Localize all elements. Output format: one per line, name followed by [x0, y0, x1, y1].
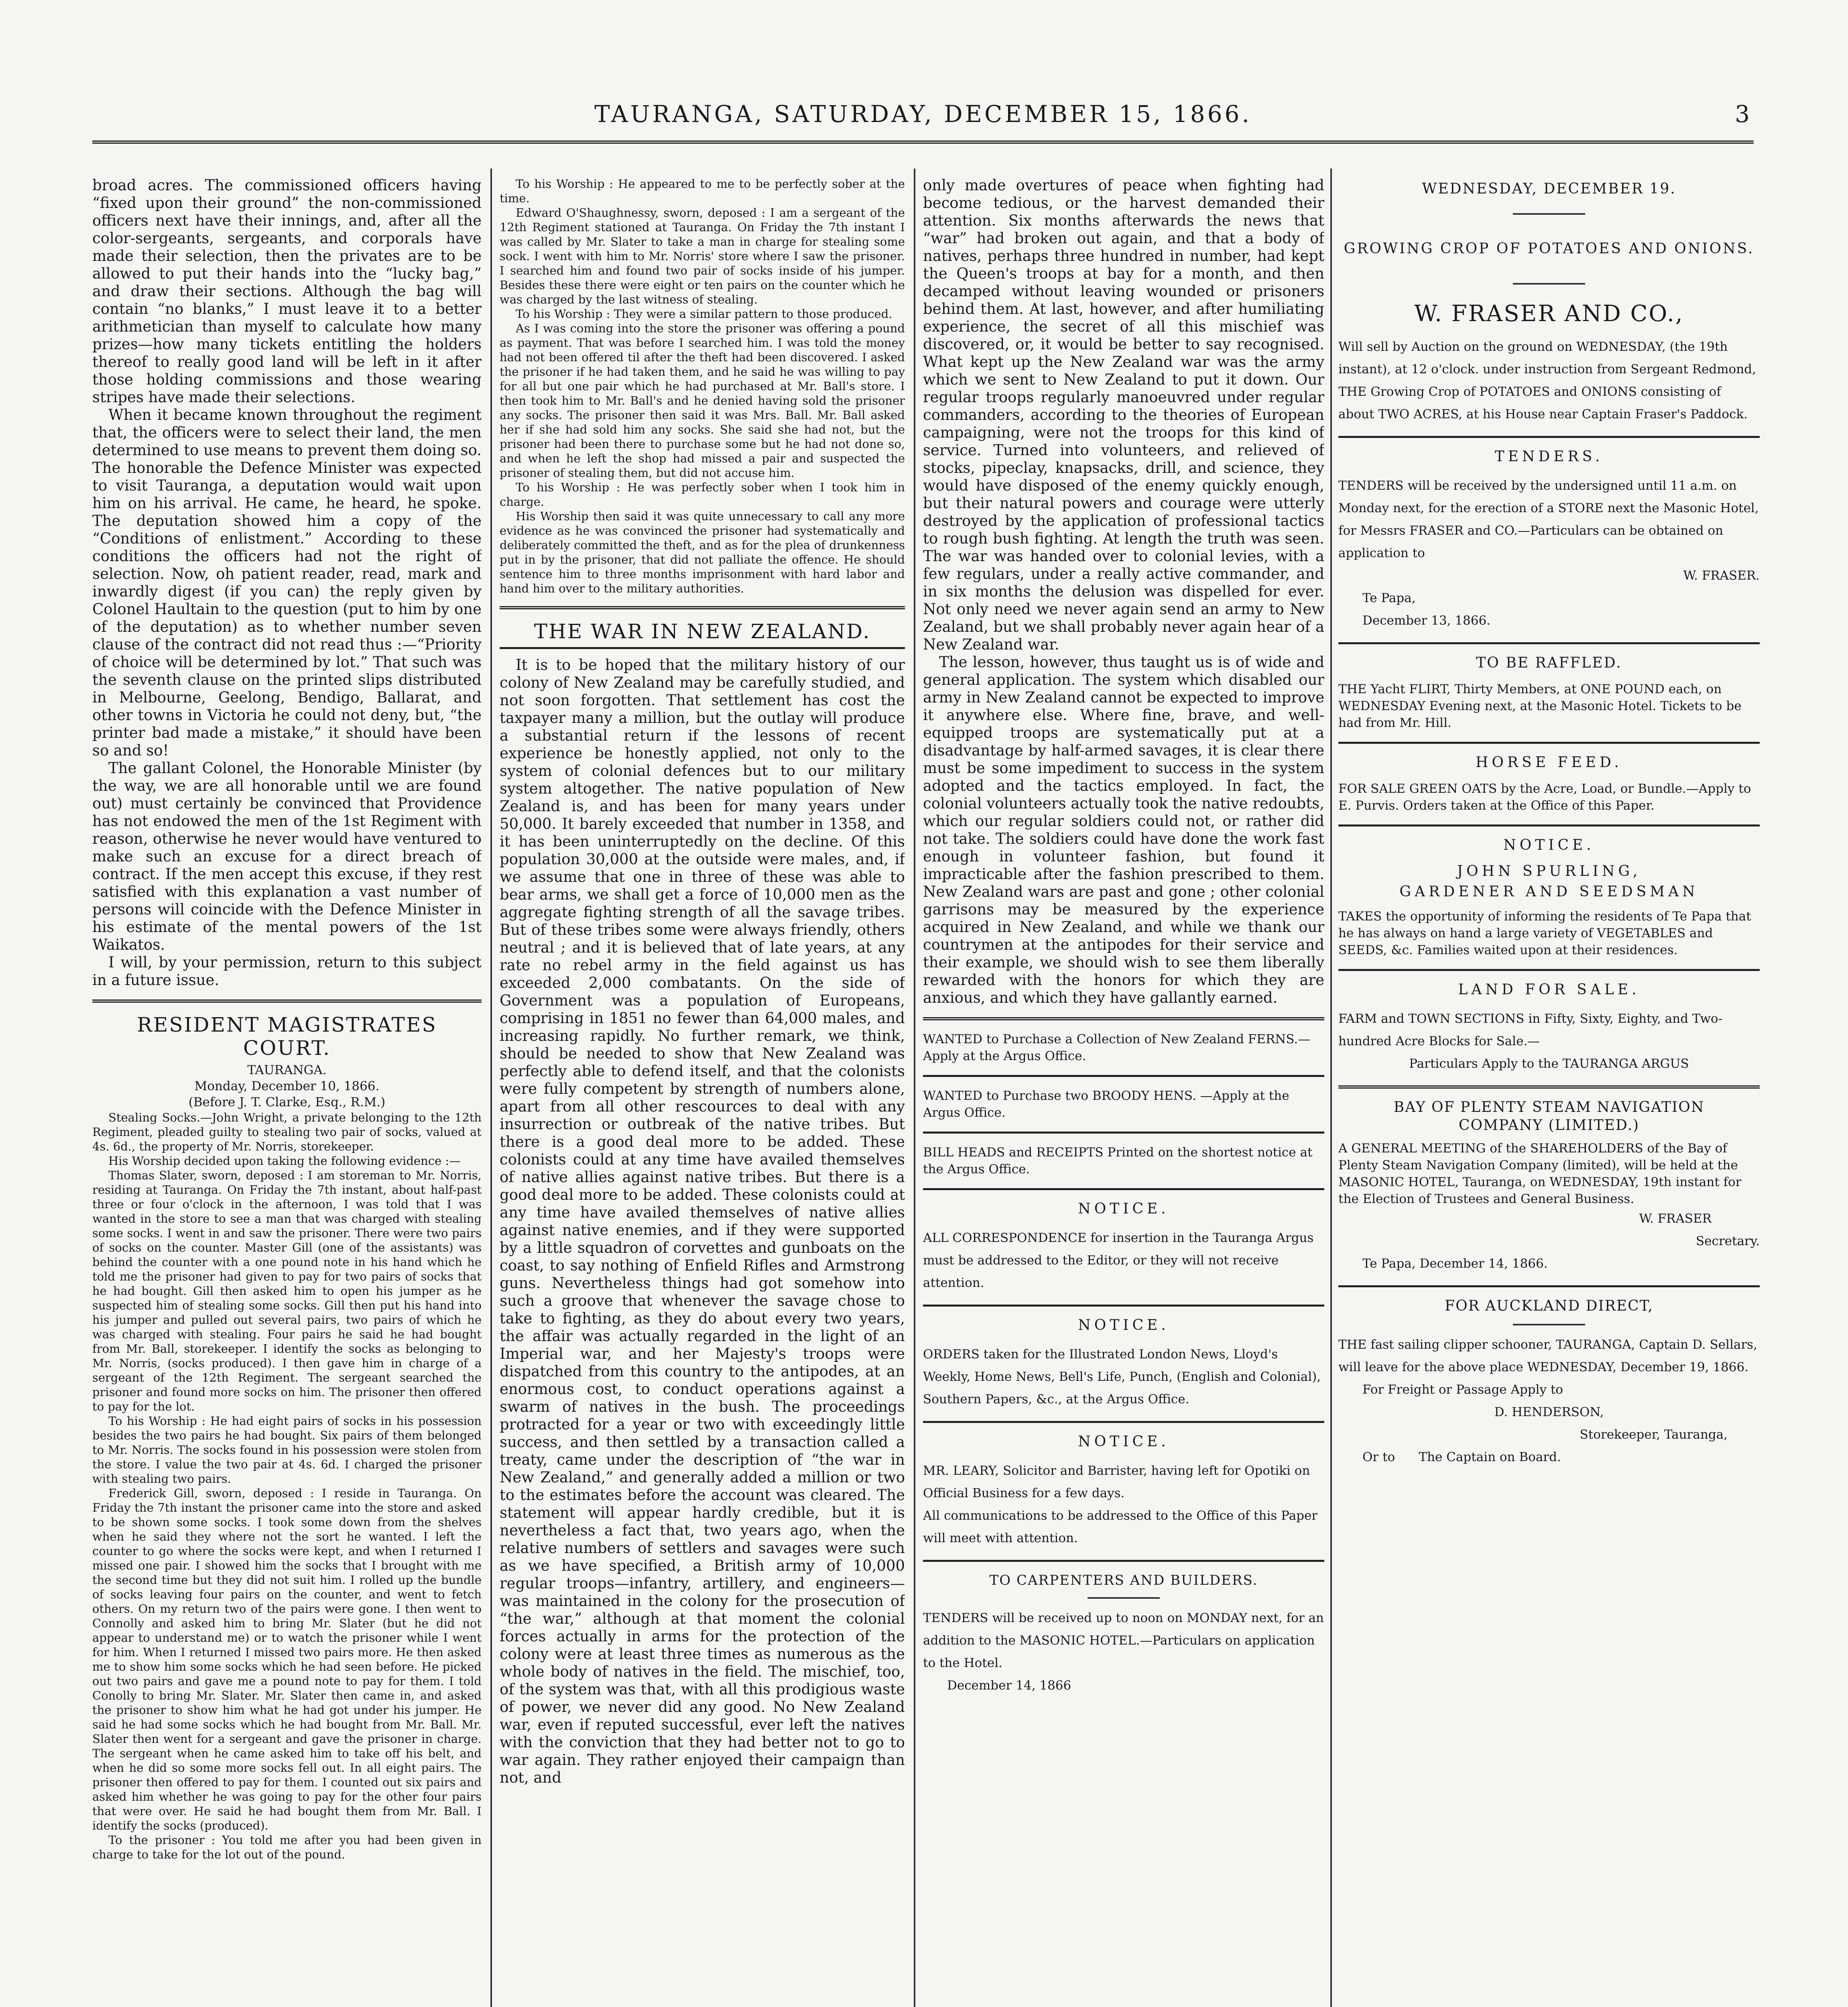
section-rule: [1338, 742, 1760, 744]
section-rule: [1338, 436, 1760, 438]
ad-heading: FOR AUCKLAND DIRECT,: [1445, 1298, 1653, 1314]
section-rule: [923, 1132, 1324, 1134]
court-date: Monday, December 10, 1866.: [194, 1079, 380, 1093]
column-1: [92, 177, 482, 2007]
ad-trade: GARDENER AND SEEDSMAN: [1399, 883, 1699, 900]
ad-spurling: [1338, 837, 1760, 959]
article-paragraph: only made overtures of peace when fighting had become tedious, or the harvest demanded their attention. Six months afterwards the news that “war” had broken out again, and that a body of natives, perhaps three hundred in number, had kept the Queen's troops at bay for a month, and then decamped without leaving wounded or prisoners behind them. At last, however, and after humiliating experience, the secret of all this mischief was discovered, or, it would be better to say recognised. What kept up the New Zealand war was the army which we sent to New Zealand to put it down. Our regular troops regularly manoeuvred under regular commanders, according to the theories of European campaigning, were not the troops for this kind of service. Turned into volunteers, and relieved of stocks, pipeclay, knapsacks, drill, and science, they would have disposed of the enemy quickly enough, but their natural powers and courage were utterly destroyed by the application of professional tactics to rough bush fighting. At length the truth was seen. The war was handed over to colonial levies, with a few regulars, under a really active commander, and in six months the delusion was dispelled for ever. Not only need we never again send an army to New Zealand, but we shall probably never again hear of a New Zealand war.: [923, 177, 1324, 653]
page-number: 3: [1735, 100, 1750, 128]
court-paragraph: To his Worship : He was perfectly sober when I took him in charge.: [500, 480, 905, 509]
court-paragraph: To his Worship : They were a similar pattern to those produced.: [516, 307, 892, 321]
war-article-heading: THE WAR IN NEW ZEALAND.: [534, 620, 871, 643]
short-rule: [1513, 283, 1585, 285]
ad-heading: GROWING CROP OF POTATOES AND ONIONS.: [1344, 240, 1754, 257]
column-divider: [490, 169, 492, 2007]
ad-heading: BAY OF PLENTY STEAM NAVIGATION: [1393, 1099, 1705, 1115]
ad-auction-fraser: [1338, 181, 1760, 425]
ad-text: Particulars Apply to the TAURANGA ARGUS: [1409, 1056, 1689, 1071]
ad-heading: COMPANY (LIMITED.): [1458, 1117, 1640, 1134]
article-paragraph: The lesson, however, thus taught us is of wide and general application. The system which disabled our army in New Zealand cannot be expected to improve it anywhere else. Where fine, brave, and well-equipped troops are systematically put at a disadvantage by half-armed savages, it is clear there must be some impediment to success in the system adopted and the tactics employed. In fact, the colonial volunteers actually took the native redoubts, which our regular soldiers could not, or rather did not take. The soldiers could have done the work fast enough in volunteer fashion, but found it impracticable after the fashion prescribed to them. New Zealand wars are past and gone ; other colonial garrisons may be measured by the experience acquired in New Zealand, and while we thank our countrymen at the antipodes for their service and their example, we should wish to see them liberally rewarded with the honors for which they are anxious, and which they have gallantly earned.: [923, 653, 1324, 1006]
ad-text: FOR SALE GREEN OATS by the Acre, Load, or Bundle.—Apply to E. Purvis. Orders taken at the Office of this Paper.: [1338, 782, 1751, 813]
ad-carpenters: [923, 1572, 1324, 1697]
article-paragraph: It is to be hoped that the military history of our colony of New Zealand may be carefully studied, and not soon forgotten. That settlement has cost the taxpayer many a million, but the outlay will produce a substantial return if the lessons of recent experience be honestly applied, not only to the system of colonial defences but to our military system altogether. The native population of New Zealand is, and has been for many years under 50,000. It barely exceeded that number in 1358, and it has been uninterruptedly on the decline. Of this population 30,000 at the outside were males, and, if we assume that one in three of these was able to bear arms, we shall get a force of 10,000 men as the aggregate fighting strength of all the savage tribes. But of these tribes some were always friendly, others neutral ; and it is believed that of late years, at any rate no rebel army in the field against us has exceeded 2,000 combatants. On the side of Government was a population of Europeans, comprising in 1851 no fewer than 64,000 males, and increasing rapidly. No further remark, we think, should be needed to show that New Zealand was perfectly able to defend itself, and that the colonists were fully competent by strength of numbers alone, apart from all other rescources to deal with any insurrection or outbreak of the native tribes. But there is a good deal more to be added. These colonists could at any time have availed themselves of native allies against native tribes. But there is a good deal more to be added. These colonists could at any time have availed themselves of native allies against native enemies, and if they were supported by a little squadron of corvettes and gunboats on the coast, to say nothing of Enfield Rifles and Armstrong guns. Nevertheless things had got somehow into such a groove that whenever the savage chose to take to fighting, as they do about every two years, the affair was actually regarded in the light of an Imperial war, and her Majesty's troops were dispatched from this country to the antipodes, at an enormous cost, to conduct operations against a swarm of natives in the bush. The proceedings protracted for a year or two with exceedingly little success, and then settled by a transaction called a treaty, came under the description of “the war in New Zealand,” and generally added a million or two to the estimates before the account was cleared. The statement will appear hardly credible, but it is nevertheless a fact that, two years ago, when the relative numbers of settlers and savages were such as we have specified, a British army of 10,000 regular troops—infantry, artillery, and engineers—was maintained in the colony for the prosecution of “the war,” although at that moment the colonial forces actually in arms for the protection of the colony were at least three times as numerous as the whole body of natives in the field. The mischief, too, of the system was that, with all this prodigious waste of power, we never did any good. No New Zealand war, even if reputed successful, ever left the natives with the conviction that they had better not to go to war again. They rather enjoyed their campaign than not, and: [500, 656, 905, 1786]
notice-heading: NOTICE.: [1078, 1317, 1169, 1333]
court-paragraph: Stealing Socks.—John Wright, a private belonging to the 12th Regiment, pleaded guilty to stealing two pair of socks, valued at 4s. 6d., the property of Mr. Norris, storekeeper.: [92, 1111, 482, 1153]
ad-text: WANTED to Purchase a Collection of New Zealand FERNS.—Apply at the Argus Office.: [923, 1032, 1311, 1063]
ad-place: Te Papa,: [1362, 591, 1416, 605]
column-3: [923, 177, 1324, 2007]
article-paragraph: broad acres. The commissioned officers having “fixed upon their ground” the non-commissioned officers next have their innings, and, after all the color-sergeants, sergeants, and corporals have made their selection, then the privates are to be allowed to put their hands into the “lucky bag,” and draw their sections. Although the bag will contain “no blanks,” I must leave it to a better arithmetician than myself to calculate how many prizes—how many tickets entitling the holders thereof to really good land will be left in it after those holding commissions and those wearing stripes have made their selections.: [92, 177, 482, 406]
court-paragraph: His Worship then said it was quite unnecessary to call any more evidence as he was convinced the prisoner had systematically and deliberately committed the theft, and as for the plea of drunkenness put in by the prisoner, that did not palliate the offence. He should sentence him to three months imprisonment with hard labor and hand him over to the military authorities.: [500, 509, 905, 595]
ad-text: Storekeeper, Tauranga,: [1580, 1427, 1728, 1442]
ad-text: THE Growing Crop of POTATOES and ONIONS consisting of about TWO ACRES, at his House near Captain Fraser's Paddock.: [1338, 385, 1748, 421]
ad-hens: [923, 1087, 1324, 1121]
court-place: TAURANGA.: [247, 1063, 327, 1077]
article-paragraph: I will, by your permission, return to this subject in a future issue.: [92, 954, 482, 989]
column-4: [1338, 177, 1760, 2007]
ad-text: FARM and TOWN SECTIONS in Fifty, Sixty, Eighty, and Two-hundred Acre Blocks for Sale.—: [1338, 1012, 1723, 1048]
ad-horse-feed: [1338, 754, 1760, 814]
ad-signature: W. FRASER.: [1683, 568, 1760, 583]
masthead: [92, 100, 1754, 149]
column-divider: [914, 169, 915, 2007]
ad-date: December 14, 1866: [947, 1678, 1071, 1693]
short-rule: [1088, 1597, 1160, 1599]
ad-text: Or to The Captain on Board.: [1362, 1450, 1561, 1464]
ad-text: For Freight or Passage Apply to: [1362, 1382, 1563, 1397]
ad-signature: W. FRASER: [1639, 1211, 1712, 1226]
section-rule: [923, 1017, 1324, 1020]
ad-text: BILL HEADS and RECEIPTS Printed on the shortest notice at the Argus Office.: [923, 1145, 1313, 1177]
section-rule: [923, 1188, 1324, 1190]
short-rule: [1513, 213, 1585, 215]
court-paragraph: His Worship decided upon taking the following evidence :—: [108, 1154, 461, 1168]
section-rule: [1338, 1085, 1760, 1089]
ad-name: JOHN SPURLING,: [1457, 863, 1641, 879]
ad-ferns: [923, 1031, 1324, 1065]
court-paragraph: To his Worship : He appeared to me to be perfectly sober at the time.: [500, 177, 905, 205]
ad-text: THE Yacht FLIRT, Thirty Members, at ONE POUND each, on WEDNESDAY Evening next, at the Masonic Hotel. Tickets to be had from Mr. Hill.: [1338, 682, 1742, 730]
section-rule: [500, 606, 905, 609]
article-paragraph: When it became known throughout the regiment that, the officers were to select their land, the men determined to use means to prevent them doing so. The honorable the Defence Minister was expected to visit Tauranga, a deputation would wait upon him on his arrival. He came, he heard, he spoke. The deputation showed him a copy of the “Conditions of enlistment.” According to these conditions the officers had not the right of selection. Now, oh patient reader, read, mark and inwardly digest (if you can) the reply given by Colonel Haultain to the question (put to him by one of the deputation) as to whether number seven clause of the contract did not read thus :—“Priority of choice will be determined by lot.” That such was the seventh clause on the printed slips distributed in Melbourne, Geelong, Bendigo, Ballarat, and other towns in Victoria he could not deny, but, “the printer bad made a mistake,” it should have been so and so!: [92, 406, 482, 759]
notice-leary: [923, 1433, 1324, 1549]
section-rule: [923, 1305, 1324, 1307]
ad-bill-heads: [923, 1144, 1324, 1178]
ad-heading: TENDERS.: [1494, 448, 1604, 465]
court-magistrate: (Before J. T. Clarke, Esq., R.M.): [188, 1095, 386, 1109]
ad-heading: TO BE RAFFLED.: [1476, 655, 1622, 671]
auctioneer-name: W. FRASER AND CO.,: [1414, 301, 1684, 327]
court-paragraph: To the prisoner : You told me after you had been given in charge to take for the lot out of the pound.: [92, 1833, 482, 1861]
notice-text: ALL CORRESPONDENCE for insertion in the Tauranga Argus must be addressed to the Editor, or they will not receive attention.: [923, 1231, 1314, 1290]
ad-day: WEDNESDAY, DECEMBER 19.: [1422, 181, 1676, 197]
section-rule: [923, 1075, 1324, 1077]
section-rule: [923, 1421, 1324, 1423]
ad-text: A GENERAL MEETING of the SHAREHOLDERS of the Bay of Plenty Steam Navigation Company (limited), will be held at the MASONIC HOTEL, Tauranga, on WEDNESDAY, 19th instant for the Election of Trustees and General Business.: [1338, 1141, 1742, 1206]
court-paragraph: As I was coming into the store the prisoner was offering a pound as payment. That was before I searched him. I was told the money had not been offered til after the theft had been discovered. I asked the prisoner if he had taken them, and he said he was willing to pay for all but one pair which he had purchased at Mr. Ball's store. I then took him to Mr. Ball's and he denied having sold the prisoner any socks. The prisoner then said it was Mrs. Ball. Mr. Ball asked her if she had sold him any socks. She said she had not, but the prisoner had been there to purchase some but he had not done so, and when he left the shop had missed a pair and suspected the prisoner of stealing them, but did not accuse him.: [500, 322, 905, 480]
column-2: [500, 177, 905, 2007]
masthead-rule: [92, 140, 1754, 144]
notice-text: MR. LEARY, Solicitor and Barrister, having left for Opotiki on Official Business for a few days.: [923, 1464, 1310, 1500]
ad-date: Te Papa, December 14, 1866.: [1362, 1256, 1548, 1271]
section-rule: [1338, 1285, 1760, 1287]
ad-auckland-direct: [1338, 1298, 1760, 1468]
section-rule: [500, 647, 905, 649]
ad-text: THE fast sailing clipper schooner, TAURANGA, Captain D. Sellars, will leave for the above place WEDNESDAY, December 19, 1866.: [1338, 1337, 1757, 1374]
section-rule: [92, 999, 482, 1003]
ad-text: TAKES the opportunity of informing the residents of Te Papa that he has always on hand a large variety of VEGETABLES and SEEDS, &c. Families waited upon at their residences.: [1338, 909, 1751, 957]
ad-text: TENDERS will be received by the undersigned until 11 a.m. on Monday next, for the erection of a STORE next the Masonic Hotel, for Messrs FRASER and CO.—Particulars can be obtained on application to: [1338, 478, 1759, 560]
section-rule: [923, 1560, 1324, 1562]
notice-heading: NOTICE.: [1503, 837, 1595, 853]
short-rule: [1513, 1324, 1585, 1325]
column-divider: [1330, 169, 1332, 2007]
court-paragraph: Edward O'Shaughnessy, sworn, deposed : I am a sergeant of the 12th Regiment stationed at Tauranga. On Friday the 7th instant I was called by Mr. Slater to take a man in charge for stealing some sock. I went with him to Mr. Norris' store where I saw the prisoner. I searched him and found two pair of socks inside of his jumper. Besides these there were eight or ten pairs on the counter which he was charged by the last witness of stealing.: [500, 206, 905, 306]
ad-land-sale: [1338, 981, 1760, 1075]
section-rule: [1338, 642, 1760, 644]
ad-tenders: [1338, 448, 1760, 632]
section-rule: [1338, 824, 1760, 826]
notice-text: ORDERS taken for the Illustrated London News, Lloyd's Weekly, Home News, Bell's Life, Punch, (English and Colonial), Southern Papers, &c., at the Argus Office.: [923, 1347, 1321, 1407]
ad-raffle: [1338, 655, 1760, 731]
ad-text: D. HENDERSON,: [1494, 1405, 1604, 1419]
ad-role: Secretary.: [1696, 1234, 1760, 1248]
notice-heading: NOTICE.: [1078, 1433, 1169, 1450]
ad-steam-navigation: [1338, 1099, 1760, 1275]
notice-text: All communications to be addressed to the Office of this Paper will meet with attention.: [923, 1508, 1318, 1545]
notice-heading: NOTICE.: [1078, 1201, 1169, 1217]
dateline: TAURANGA, SATURDAY, DECEMBER 15, 1866.: [594, 100, 1252, 128]
ad-heading: HORSE FEED.: [1476, 754, 1622, 771]
ad-text: Will sell by Auction on the ground on WEDNESDAY, (the 19th instant), at 12 o'clock. under instruction from Sergeant Redmond,: [1338, 340, 1756, 377]
section-rule: [1338, 969, 1760, 971]
court-paragraph: Thomas Slater, sworn, deposed : I am storeman to Mr. Norris, residing at Tauranga. On Friday the 7th instant, about half-past three or four o'clock in the afternoon, I was told that I was wanted in the store to see a man that was charged with stealing some socks. I went in and saw the prisoner. There were two pairs of socks on the counter. Master Gill (one of the assistants) was behind the counter with a one pound note in his hand which he told me the prisoner had given to pay for two pairs of socks that he had bought. Gill then asked him to open his jumper as he suspected him of stealing some socks. Gill then put his hand into his jumper and pulled out several pairs, two pairs of which he was charged with stealing. Four pairs he said he had bought from Mr. Ball, storekeeper. I identify the socks as belonging to Mr. Norris, (socks produced). I then gave him in charge of a sergeant of the 12th Regiment. The sergeant searched the prisoner and found more socks on him. The prisoner then offered to pay for the lot.: [92, 1168, 482, 1413]
ad-date: December 13, 1866.: [1362, 613, 1491, 628]
court-paragraph: To his Worship : He had eight pairs of socks in his possession besides the two pairs he had bought. Six pairs of them belonged to Mr. Norris. The socks found in his possession were stolen from the store. I value the two pair at 4s. 6d. I charged the prisoner with stealing two pairs.: [92, 1414, 482, 1486]
ad-text: WANTED to Purchase two BROODY HENS. —Apply at the Argus Office.: [923, 1089, 1289, 1120]
notice-orders: [923, 1317, 1324, 1411]
ad-heading: LAND FOR SALE.: [1458, 981, 1640, 998]
ad-text: TENDERS will be received up to noon on MONDAY next, for an addition to the MASONIC HOTEL.—Particulars on application to the Hotel.: [923, 1611, 1324, 1670]
article-paragraph: The gallant Colonel, the Honorable Minister (by the way, we are all honorable until we are found out) must certainly be convinced that Providence has not endowed the men of the 1st Regiment with reason, otherwise he never would have ventured to make such an excuse for a direct breach of contract. If the men accept this excuse, if they rest satisfied with this explanation a vast number of persons will coincide with the Defence Minister in his estimate of the mental powers of the 1st Waikatos.: [92, 759, 482, 953]
notice-correspondence: [923, 1201, 1324, 1294]
ad-heading: TO CARPENTERS AND BUILDERS.: [989, 1572, 1258, 1588]
court-heading: RESIDENT MAGISTRATES COURT.: [137, 1013, 437, 1060]
court-paragraph: Frederick Gill, sworn, deposed : I reside in Tauranga. On Friday the 7th instant the prisoner came into the store and asked to be shown some socks. I took some down from the shelves when he said they where not the sort he wanted. I left the counter to go where the socks were kept, and when I returned I missed one pair. I showed him the socks that I brought with me the second time but they did not suit him. I rolled up the bundle of socks leaving four pairs on the counter, and went to fetch others. On my return two of the pairs were gone. I then went to Connolly and asked him to bring Mr. Slater (but he did not appear to understand me) or to watch the prisoner while I went for him. When I returned I missed two pairs more. He then asked me to show him some socks which he had seen before. He picked out two pairs and gave me a pound note to pay for them. I told Conolly to bring Mr. Slater. Mr. Slater then came in, and asked the prisoner to show him what he had got under his jumper. He said he had some socks which he had bought from Mr. Ball. Mr. Slater then went for a sergeant and gave the prisoner in charge. The sergeant when he came asked him to take off his belt, and when he did so some more socks fell out. In all eight pairs. The prisoner then offered to pay for them. I counted out six pairs and asked him whether he was going to pay for the other four pairs that were over. He said he had bought them from Mr. Ball. I identify the socks (produced).: [92, 1486, 482, 1832]
